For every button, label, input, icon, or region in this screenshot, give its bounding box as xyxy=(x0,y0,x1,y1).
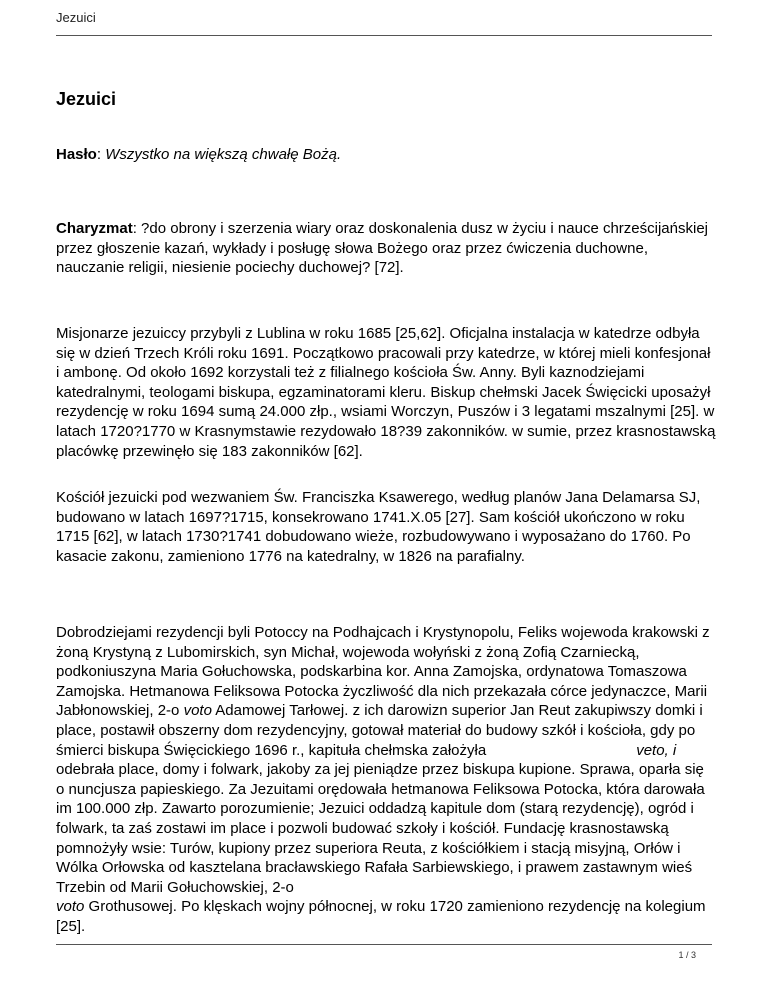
footer-divider xyxy=(56,944,712,945)
church-paragraph: Kościół jezuicki pod wezwaniem Św. Franciszka Ksawerego, według planów Jana Delamarsa SJ, budowano w latach 1697?1715, konsekrowano 1741.X.05 [27]. Sam kościół ukończono w roku 1715 [62], w latach 1730?1741 dobudowano wieże, rozbudowywano i wyposażano do 1760. Po kasacie zakonu, zamieniono 1776 na katedralny, w 1826 na parafialny. xyxy=(56,489,701,565)
veto-term: veto, i xyxy=(636,741,677,759)
charism-paragraph xyxy=(56,219,716,278)
running-header: Jezuici xyxy=(56,10,96,25)
motto-paragraph xyxy=(56,145,716,165)
motto-label: Hasło xyxy=(56,146,97,163)
charism-text: ?do obrony i szerzenia wiary oraz doskonalenia dusz w życiu i nauce chrześcijańskiej przez głoszenie kazań, wykłady i posługę słowa Bożego oraz przez ćwiczenia duchowne, nauczanie religii, niesienie pociechy duchowej? [72]. xyxy=(56,220,708,277)
benefactors-text-a: Dobrodziejami rezydencji byli Potoccy na Podhajcach i Krystynopolu, Feliks wojewoda krakowski z żoną Krystyną z Lubomirskich, syn Michał, wojewoda wołyński z żoną Zofią Czarniecką, podkoniuszyna Maria Gołuchowska, podskarbina kor. Anna Zamojska, ordynatowa Tomaszowa Zamojska. Hetmanowa Feliksowa Potocka życzliwość dla nich przekazała córce jedynaczce, Marii Jabłonowskiej, 2-o xyxy=(56,624,710,720)
charism-label: Charyzmat xyxy=(56,220,133,237)
history-paragraph: Misjonarze jezuiccy przybyli z Lublina w roku 1685 [25,62]. Oficjalna instalacja w katedrze odbyła się w dzień Trzech Króli roku 1691. Początkowo pracowali przy katedrze, w której mieli konfesjonał i ambonę. Od około 1692 korzystali też z filialnego kościoła Św. Anny. Byli kaznodziejami katedralnymi, teologami biskupa, egzaminatorami kleru. Biskup chełmski Jacek Święcicki uposażył rezydencję w roku 1694 sumą 24.000 złp., wsiami Worczyn, Puszów i 3 legatami mszalnymi [25]. w latach 1720?1770 w Krasnymstawie rezydowało 18?39 zakonników. w sumie, przez krasnostawską placówkę przewinęło się 183 zakonników [62]. xyxy=(56,325,716,460)
motto-separator: : xyxy=(96,146,106,163)
page-number: 1 / 3 xyxy=(678,950,696,960)
charism-separator: : xyxy=(132,220,142,237)
benefactors-paragraph xyxy=(56,623,716,937)
benefactors-text-d: Grothusowej. Po klęskach wojny północnej, w roku 1720 zamieniono rezydencję na kolegium [25]. xyxy=(56,898,706,935)
benefactors-text-b: Adamowej Tarłowej. z ich darowizn superior Jan Reut zakupiwszy domki i place, postawił obszerny dom rezydencyjny, gotował materiał do budowy szkół i kościoła, gdy po śmierci biskupa Święcickiego 1696 r., kapituła chełmska założyła xyxy=(56,702,703,759)
header-divider xyxy=(56,35,712,36)
voto-term-1: voto xyxy=(183,702,212,720)
benefactors-text-c: odebrała place, domy i folwark, jakoby za jej pieniądze przez biskupa kupione. Sprawa, oparła się o nuncjusza papieskiego. Za Jezuitami orędowała hetmanowa Feliksowa Potocka, która darowała im 100.000 złp. Zawarto porozumienie; Jezuici oddadzą kapitule dom (starą rezydencję), ogród i folwark, ta zaś zostawi im place i pozwoli budować szkoły i kościół. Fundację krasnostawską pomnożyły wsie: Turów, kupiony przez superiora Reuta, z kościółkiem i stacją misyjną, Orłów i Wólka Orłowska od kasztelana bracławskiego Rafała Sarbiewskiego, i prawem zastawnym wieś Trzebin od Marii Gołuchowskiej, 2-o xyxy=(56,761,705,896)
page-title: Jezuici xyxy=(56,89,117,109)
motto-text: Wszystko na większą chwałę Bożą. xyxy=(105,146,342,163)
voto-term-2: voto xyxy=(56,898,85,916)
